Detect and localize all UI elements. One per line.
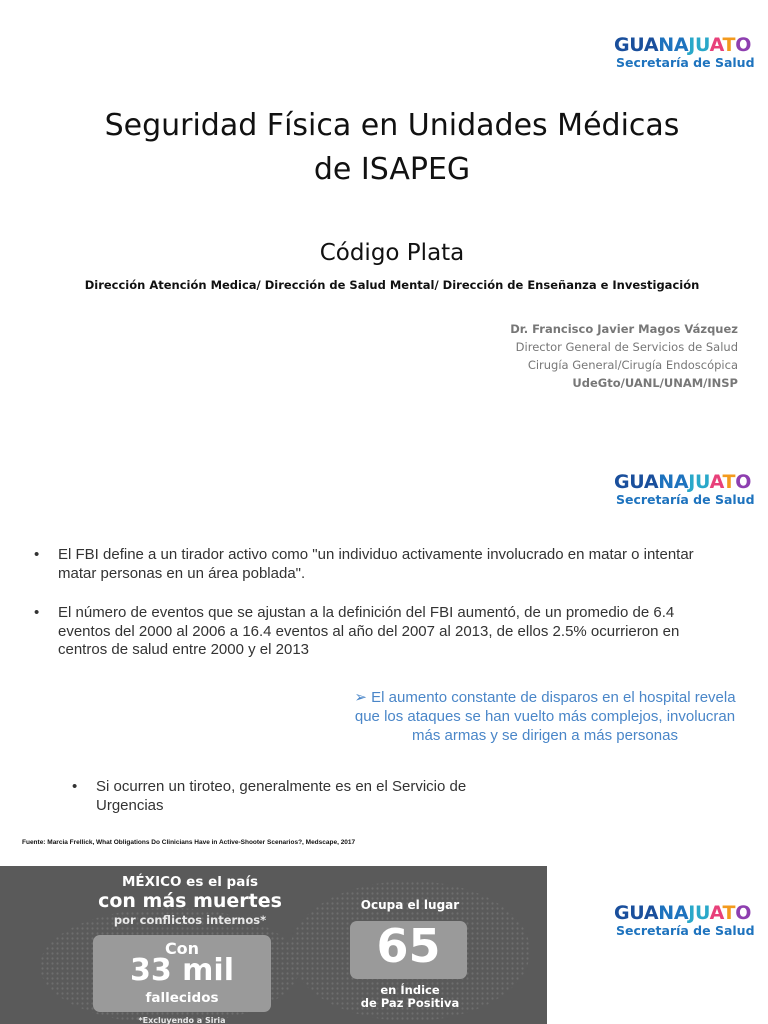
slide-title — [0, 0, 768, 430]
arrow-bullet-icon: ➢ — [354, 689, 372, 706]
rank-label: Ocupa el lugar — [360, 898, 460, 912]
guanajuato-logo — [614, 34, 755, 70]
logo-subtitle: Secretaría de Salud — [616, 492, 755, 507]
deaths-box-unit: fallecidos — [145, 990, 219, 1006]
bullet-text: Si ocurren un tiroteo, generalmente es en el Servicio de Urgencias — [96, 778, 467, 814]
slide-title-heading — [40, 104, 744, 192]
arrow-note-text: El aumento constante de disparos en el hospital revela que los ataques se han vuelto más complejos, involucran más armas y se dirigen a más personas — [354, 689, 736, 744]
mexico-infographic — [0, 866, 547, 1024]
guanajuato-logo — [614, 902, 755, 938]
rank-description-line-2: de Paz Positiva — [360, 996, 460, 1010]
bullet-dot-icon: • — [72, 778, 78, 795]
rank-description — [340, 984, 480, 1010]
author-block — [510, 320, 738, 392]
guanajuato-logo — [614, 471, 755, 507]
logo-wordmark: GUANAJUATO — [614, 34, 752, 56]
rank-description-line-1: en Índice — [380, 983, 440, 997]
sub-bullet-item — [72, 778, 536, 815]
arrow-note — [350, 688, 740, 745]
source-citation: Fuente: Marcia Frellick, What Obligations Do Clinicians Have in Active-Shooter Scenarios?, Medscape, 2017 — [22, 839, 356, 846]
title-line-2: de ISAPEG — [313, 152, 471, 187]
author-name: Dr. Francisco Javier Magos Vázquez — [510, 322, 738, 336]
logo-subtitle: Secretaría de Salud — [616, 55, 755, 70]
deaths-box-value: 33 mil — [129, 953, 235, 988]
author-institutions: UdeGto/UANL/UNAM/INSP — [572, 376, 738, 390]
logo-wordmark: GUANAJUATO — [614, 902, 752, 924]
title-line-1: Seguridad Física en Unidades Médicas — [104, 108, 680, 143]
bullet-item — [34, 604, 698, 660]
bullet-dot-icon: • — [34, 546, 40, 563]
slide-mexico-infographic — [0, 866, 768, 1024]
infographic-footnote: *Excluyendo a Siria — [138, 1016, 226, 1024]
bullet-text: El número de eventos que se ajustan a la definición del FBI aumentó, de un promedio de 6.4 eventos del 2000 al 2006 a 16.4 eventos al año del 2007 al 2013, de ellos 2.5% ocurrieron en centros de salud entre 2000 y el 2013 — [58, 604, 680, 658]
bullet-text: El FBI define a un tirador activo como "un individuo activamente involucrado en matar o intentar matar personas en un área poblada". — [58, 546, 694, 582]
logo-wordmark: GUANAJUATO — [614, 471, 752, 493]
slide-active-shooter — [0, 430, 768, 866]
infographic-line-3: por conflictos internos* — [113, 913, 267, 927]
bullet-item — [34, 546, 698, 583]
slide-subtitle: Código Plata — [319, 240, 465, 266]
infographic-line-1: MÉXICO es el país — [122, 874, 258, 890]
logo-subtitle: Secretaría de Salud — [616, 923, 755, 938]
bullet-dot-icon: • — [34, 604, 40, 621]
rank-value: 65 — [376, 919, 441, 973]
infographic-line-2: con más muertes — [98, 890, 282, 912]
deaths-box-label: Con — [164, 939, 200, 958]
author-role: Director General de Servicios de Salud — [515, 340, 738, 354]
departments-line: Dirección Atención Medica/ Dirección de Salud Mental/ Dirección de Enseñanza e Investigación — [84, 278, 700, 292]
author-specialty: Cirugía General/Cirugía Endoscópica — [527, 358, 738, 372]
